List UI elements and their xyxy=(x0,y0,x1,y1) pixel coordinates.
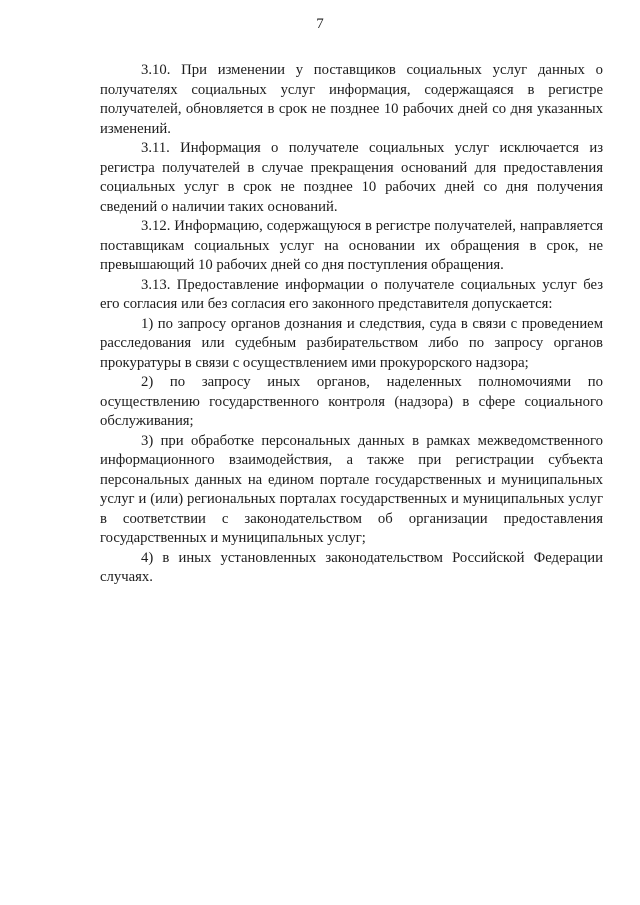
list-item-1: 1) по запросу органов дознания и следствия, суда в связи с проведением расследования или судебным разбирательством либо по запросу органов прокуратуры в связи с осуществлением ими прокурорского надзора; xyxy=(100,315,603,371)
paragraph-3-10: 3.10. При изменении у поставщиков социальных услуг данных о получателях социальных услуг информация, содержащаяся в регистре получателей, обновляется в срок не позднее 10 рабочих дней со дня указанных изменений. xyxy=(100,62,603,137)
list-item-2: 2) по запросу иных органов, наделенных полномочиями по осуществлению государственного контроля (надзора) в сфере социального обслуживания; xyxy=(100,374,603,429)
document-body xyxy=(100,61,603,588)
list-item-3: 3) при обработке персональных данных в рамках межведомственного информационного взаимодействия, а также при регистрации субъекта персональных данных на едином портале государственных и муниципальных услуг и (или) региональных порталах государственных и муниципальных услуг в соответствии с законодательством об организации предоставления государственных и муниципальных услуг; xyxy=(100,432,603,546)
paragraph-3-13: 3.13. Предоставление информации о получателе социальных услуг без его согласия или без согласия его законного представителя допускается: xyxy=(100,276,603,312)
page-number: 7 xyxy=(316,16,324,32)
list-item-4: 4) в иных установленных законодательством Российской Федерации случаях. xyxy=(100,549,603,585)
paragraph-3-12: 3.12. Информацию, содержащуюся в регистре получателей, направляется поставщикам социальных услуг на основании их обращения в срок, не превышающий 10 рабочих дней со дня поступления обращения. xyxy=(100,218,603,273)
paragraph-3-11: 3.11. Информация о получателе социальных услуг исключается из регистра получателей в случае прекращения оснований для предоставления социальных услуг в срок не позднее 10 рабочих дней со дня получения сведений о наличии таких оснований. xyxy=(100,140,603,215)
